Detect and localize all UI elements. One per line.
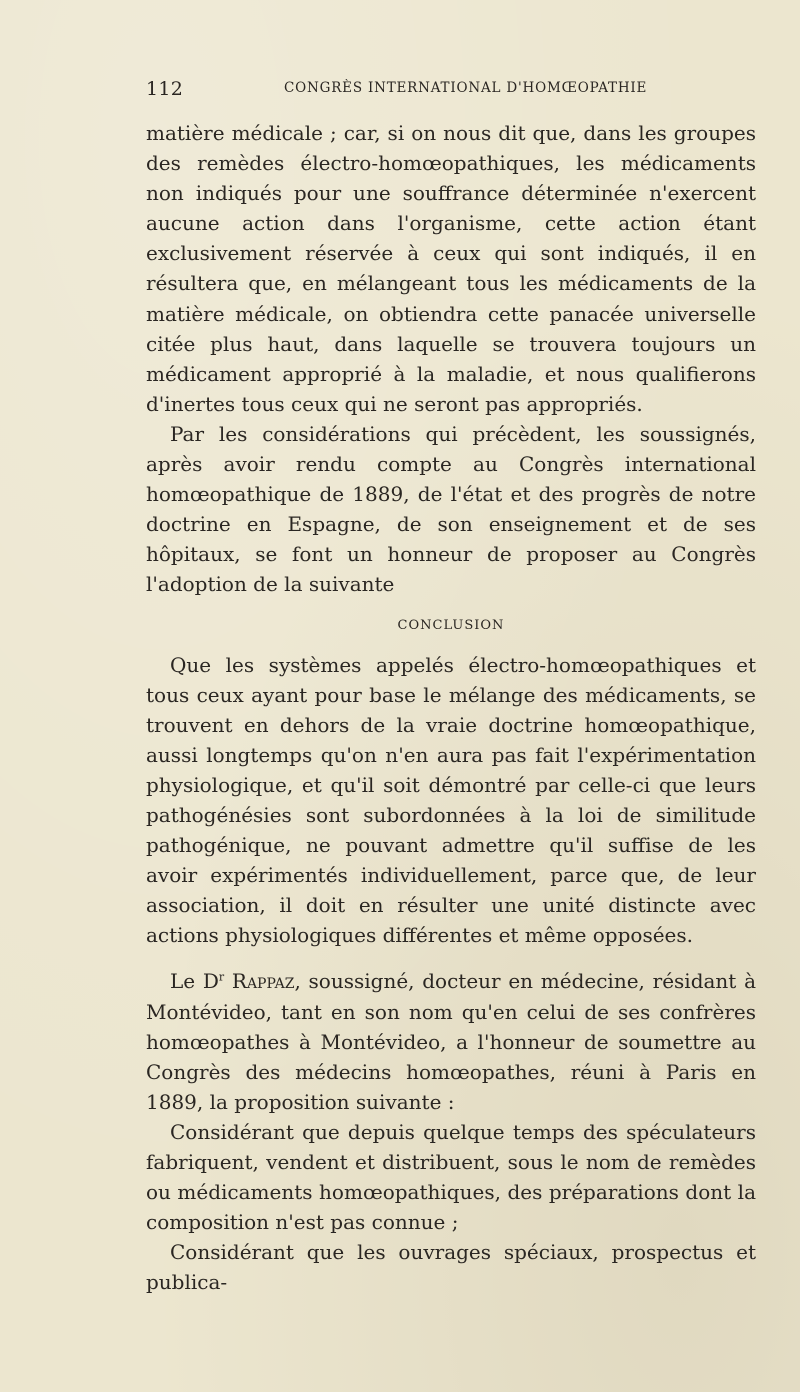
page-number: 112 (146, 78, 184, 100)
section-title: CONCLUSION (397, 617, 505, 633)
paragraph-1: matière médicale ; car, si on nous dit que, dans les groupes des remèdes électro-homœopathiques, les médicaments non indiqués pour une souffrance déterminée n'exercent aucune action dans l'organisme, cette action étant exclusivement réservée à ceux qui sont indiqués, il en résultera que, en mélangeant tous les médicaments de la matière médicale, on obtiendra cette panacée universelle citée plus haut, dans laquelle se trouvera toujours un médicament approprié à la maladie, et nous qualifierons d'inertes tous ceux qui ne seront pas appropriés. (146, 121, 756, 416)
running-head (146, 78, 756, 108)
paragraph-4 (146, 966, 756, 1116)
doctor-superscript: r (218, 970, 225, 984)
doctor-prefix: Le D (170, 969, 219, 994)
paragraph-6: Considérant que les ouvrages spéciaux, prospectus et publica- (146, 1240, 756, 1295)
paragraph-3: Que les systèmes appelés électro-homœopathiques et tous ceux ayant pour base le mélange des médicaments, se trouvent en dehors de la vraie doctrine homœopathique, aussi longtemps qu'on n'en aura pas fait l'expérimentation physiologique, et qu'il soit démontré par celle-ci que leurs pathogénésies sont subordonnées à la loi de similitude pathogénique, ne pouvant admettre qu'il suffise de les avoir expérimentés individuellement, parce que, de leur association, il doit en résulter une unité distincte avec actions physiologiques différentes et même opposées. (146, 652, 756, 948)
paragraph-4-rest: , soussigné, docteur en médecine, résidant à Montévideo, tant en son nom qu'en celui de ses confrères homœopathes à Montévideo, a l'honneur de soumettre au Congrès des médecins homœopathes, réuni à Paris en 1889, la proposition suivante : (146, 969, 756, 1114)
header-title: CONGRÈS INTERNATIONAL D'HOMŒOPATHIE (284, 80, 648, 96)
book-page (146, 78, 756, 1297)
paragraph-2: Par les considérations qui précèdent, les soussignés, après avoir rendu compte au Congrès international homœopathique de 1889, de l'état et des progrès de notre doctrine en Espagne, de son enseignement et de ses hôpitaux, se font un honneur de proposer au Congrès l'adoption de la suivante (146, 421, 756, 597)
doctor-name: Rappaz (231, 969, 295, 994)
paragraph-5: Considérant que depuis quelque temps des spéculateurs fabriquent, vendent et distribuent, sous le nom de remèdes ou médicaments homœopathiques, des préparations dont la composition n'est pas connue ; (146, 1119, 756, 1235)
body-text (146, 118, 756, 1297)
paragraph-gap (146, 950, 756, 966)
